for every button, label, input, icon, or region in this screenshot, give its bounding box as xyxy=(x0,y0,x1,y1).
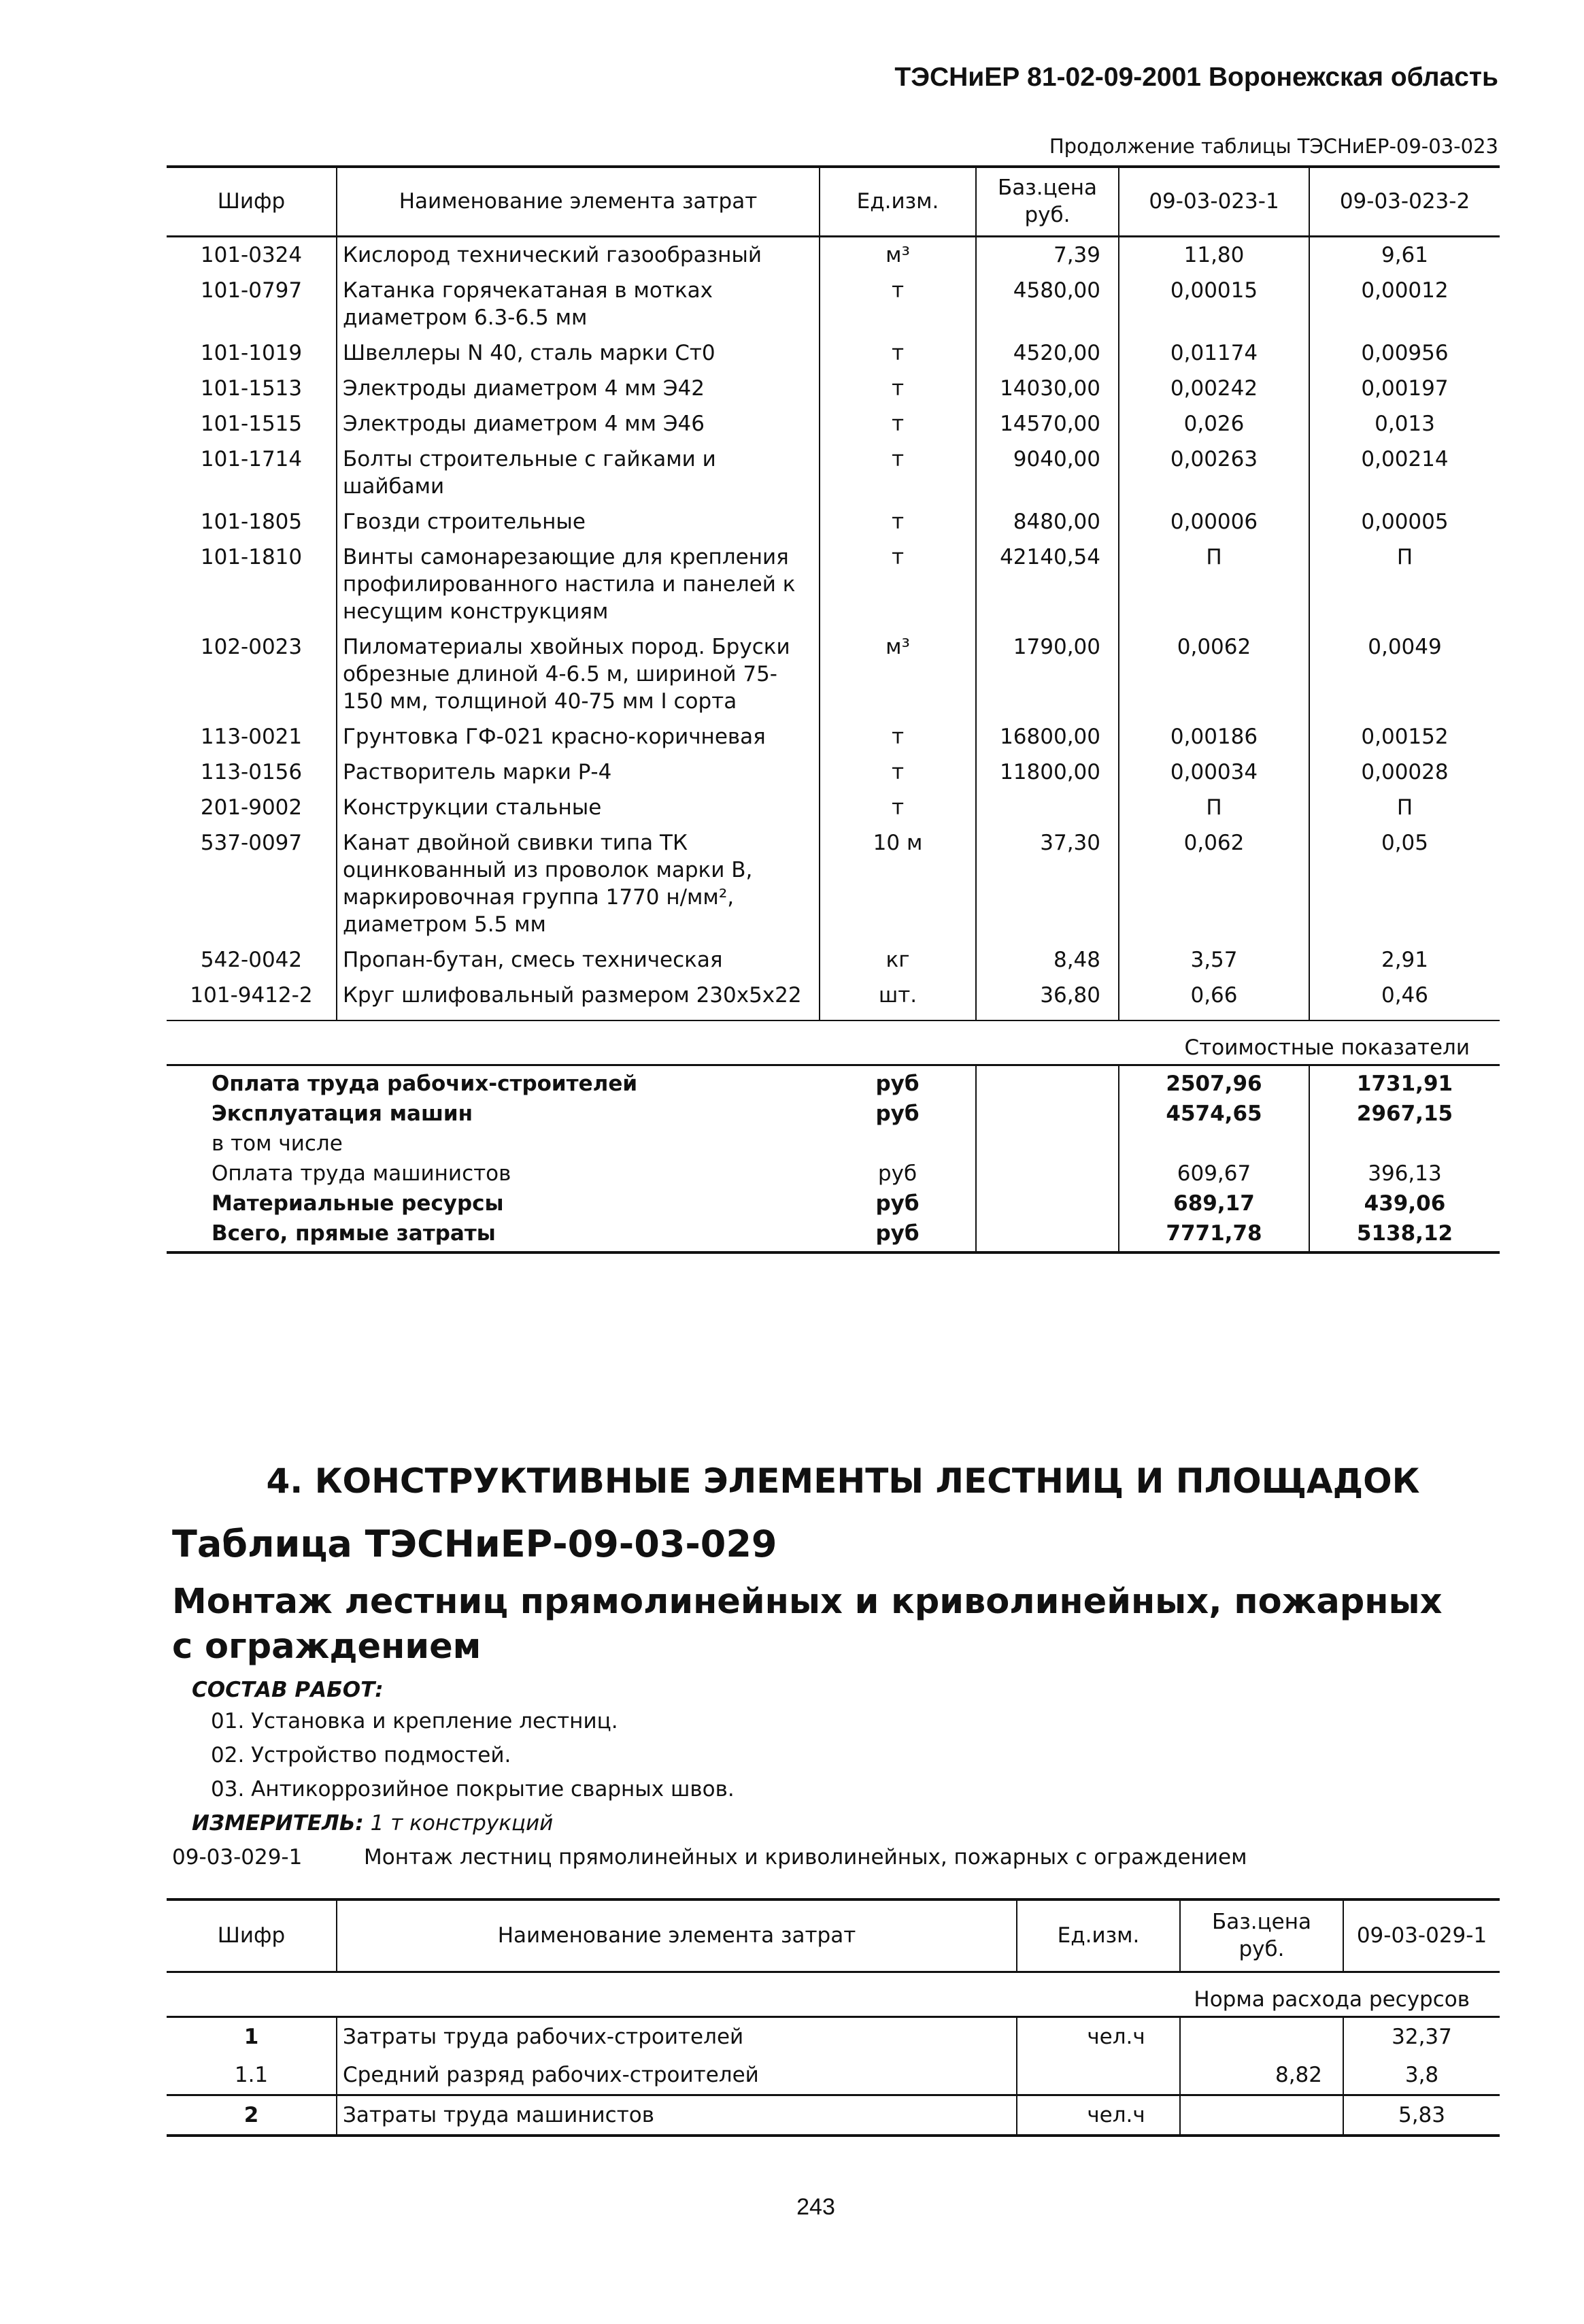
resource-code: 101-1019 xyxy=(200,340,303,365)
col-header-name: Наименование элемента затрат xyxy=(337,167,820,236)
works-composition-label: СОСТАВ РАБОТ: xyxy=(192,1678,384,1702)
norm-value-2: П xyxy=(1309,540,1500,629)
summary-value-1 xyxy=(1119,1129,1309,1159)
norm-value-2: П xyxy=(1309,790,1500,825)
summary-value-1: 2507,96 xyxy=(1119,1065,1309,1099)
col-header-unit: Ед.изм. xyxy=(1017,1899,1180,1972)
table-row xyxy=(167,2095,1500,2136)
resource-code: 113-0156 xyxy=(200,759,303,784)
resource-code: 2 xyxy=(167,2095,337,2136)
work-item: 02. Устройство подмостей. xyxy=(211,1743,511,1767)
table-row xyxy=(167,2056,1500,2095)
resource-name: Электроды диаметром 4 мм Э46 xyxy=(337,406,820,442)
norm-value-1: П xyxy=(1119,540,1309,629)
norm-value: 3,8 xyxy=(1343,2056,1500,2095)
summary-unit: руб xyxy=(875,1072,920,1096)
summary-unit xyxy=(820,1129,976,1159)
norm-value-1: 0,026 xyxy=(1119,406,1309,442)
table-row xyxy=(167,978,1500,1020)
norm-header: Норма расхода ресурсов xyxy=(167,1972,1500,2016)
table-continuation-caption: Продолжение таблицы ТЭСНиЕР-09-03-023 xyxy=(1049,135,1498,158)
resource-code: 101-1513 xyxy=(200,376,303,401)
measurer-label: ИЗМЕРИТЕЛЬ: xyxy=(192,1811,364,1836)
section-title: 4. КОНСТРУКТИВНЫЕ ЭЛЕМЕНТЫ ЛЕСТНИЦ И ПЛОЩАДОК xyxy=(266,1461,1420,1501)
resource-code: 101-0797 xyxy=(200,278,303,303)
summary-unit: руб xyxy=(875,1101,920,1126)
resource-price: 1790,00 xyxy=(976,629,1119,719)
resource-code: 201-9002 xyxy=(200,795,303,820)
col-header-unit: Ед.изм. xyxy=(820,167,976,236)
norm-value-2: 0,013 xyxy=(1309,406,1500,442)
resource-unit: т xyxy=(820,790,976,825)
cost-indicators-header-row xyxy=(167,1020,1500,1065)
resource-code: 537-0097 xyxy=(200,830,303,855)
table-row xyxy=(167,754,1500,790)
norm-value-2: 0,00152 xyxy=(1309,719,1500,754)
summary-value-1: 7771,78 xyxy=(1119,1218,1309,1252)
resource-name: Гвозди строительные xyxy=(337,504,820,540)
page-number: 243 xyxy=(796,2194,835,2220)
resource-name: Растворитель марки Р-4 xyxy=(337,754,820,790)
resource-unit: т xyxy=(820,406,976,442)
resource-name: Грунтовка ГФ-021 красно-коричневая xyxy=(337,719,820,754)
norm-value-1: 0,00186 xyxy=(1119,719,1309,754)
resource-unit: т xyxy=(820,754,976,790)
table-header-row xyxy=(167,1899,1500,1972)
norm-value-1: 0,00006 xyxy=(1119,504,1309,540)
table-row xyxy=(167,790,1500,825)
resource-unit: т xyxy=(820,335,976,371)
resource-price: 14570,00 xyxy=(976,406,1119,442)
norm-value-2: 0,00956 xyxy=(1309,335,1500,371)
resource-name: Затраты труда рабочих-строителей xyxy=(337,2016,1017,2056)
cost-indicators-header: Стоимостные показатели xyxy=(167,1020,1500,1065)
col-header-code: Шифр xyxy=(167,1899,337,1972)
resource-name: Пропан-бутан, смесь техническая xyxy=(337,942,820,978)
summary-value-1: 689,17 xyxy=(1119,1189,1309,1218)
resource-unit: т xyxy=(820,504,976,540)
norm-value-2: 0,00012 xyxy=(1309,273,1500,335)
resource-price xyxy=(1180,2095,1343,2136)
summary-row xyxy=(167,1189,1500,1218)
table-header-row xyxy=(167,167,1500,236)
summary-price-empty xyxy=(976,1129,1119,1159)
summary-row xyxy=(167,1099,1500,1129)
table-row xyxy=(167,406,1500,442)
resource-price: 4580,00 xyxy=(976,273,1119,335)
resource-table-09-03-029 xyxy=(167,1898,1500,2137)
resource-price: 37,30 xyxy=(976,825,1119,942)
resource-price xyxy=(976,790,1119,825)
resource-unit: т xyxy=(820,371,976,406)
summary-value-2: 5138,12 xyxy=(1356,1221,1453,1246)
resource-unit: м³ xyxy=(820,629,976,719)
norm-value-2: 0,46 xyxy=(1309,978,1500,1020)
norm-value-2: 0,00214 xyxy=(1309,442,1500,504)
norm-value-1: 0,00263 xyxy=(1119,442,1309,504)
table-row xyxy=(167,371,1500,406)
resource-name: Конструкции стальные xyxy=(337,790,820,825)
resource-name: Кислород технический газообразный xyxy=(337,236,820,273)
norm-value-1: П xyxy=(1119,790,1309,825)
table-row xyxy=(167,335,1500,371)
norm-value-1: 11,80 xyxy=(1119,236,1309,273)
resource-unit: м³ xyxy=(820,236,976,273)
resource-code: 1 xyxy=(243,2024,259,2049)
table-row xyxy=(167,540,1500,629)
norm-header-row xyxy=(167,1972,1500,2016)
resource-name: Круг шлифовальный размером 230x5x22 xyxy=(337,978,820,1020)
resource-table-09-03-023 xyxy=(167,165,1500,1254)
resource-unit: т xyxy=(820,540,976,629)
norm-value-2: 0,05 xyxy=(1309,825,1500,942)
resource-price: 8,48 xyxy=(976,942,1119,978)
norm-value: 32,37 xyxy=(1343,2016,1500,2056)
resource-price: 14030,00 xyxy=(976,371,1119,406)
summary-price-empty xyxy=(976,1065,1119,1099)
col-header-price: Баз.цена руб. xyxy=(1180,1899,1343,1972)
resource-code: 113-0021 xyxy=(200,724,303,749)
resource-code: 101-9412-2 xyxy=(190,982,313,1008)
summary-value-2: 396,13 xyxy=(1368,1161,1442,1186)
norm-value-2: 0,0049 xyxy=(1309,629,1500,719)
resource-price: 4520,00 xyxy=(976,335,1119,371)
norm-value-2: 0,00028 xyxy=(1309,754,1500,790)
measurer xyxy=(192,1811,553,1836)
table-row xyxy=(167,442,1500,504)
resource-code: 1.1 xyxy=(234,2062,269,2087)
resource-unit: шт. xyxy=(820,978,976,1020)
table-row xyxy=(167,504,1500,540)
resource-code: 101-1515 xyxy=(200,411,303,436)
summary-price-empty xyxy=(976,1099,1119,1129)
col-header-norm: 09-03-029-1 xyxy=(1343,1899,1500,1972)
summary-row xyxy=(167,1218,1500,1252)
norm-value-1: 0,062 xyxy=(1119,825,1309,942)
norm-value-2: 9,61 xyxy=(1309,236,1500,273)
resource-price: 11800,00 xyxy=(976,754,1119,790)
work-item: 03. Антикоррозийное покрытие сварных швов. xyxy=(211,1777,735,1802)
resource-name: Средний разряд рабочих-строителей xyxy=(337,2056,1017,2095)
summary-row xyxy=(167,1159,1500,1189)
work-item: 01. Установка и крепление лестниц. xyxy=(211,1709,618,1733)
summary-name: Материальные ресурсы xyxy=(212,1191,504,1216)
norm-value-1: 0,01174 xyxy=(1119,335,1309,371)
col-header-name: Наименование элемента затрат xyxy=(337,1899,1017,1972)
resource-price: 7,39 xyxy=(976,236,1119,273)
norm-value-2: 0,00197 xyxy=(1309,371,1500,406)
col-header-norm-1: 09-03-023-1 xyxy=(1119,167,1309,236)
resource-name: Винты самонарезающие для крепления профилированного настила и панелей к несущим конструкциям xyxy=(337,540,820,629)
resource-price: 8,82 xyxy=(1180,2056,1343,2095)
resource-name: Затраты труда машинистов xyxy=(337,2095,1017,2136)
norm-code: 09-03-029-1 xyxy=(172,1845,303,1870)
summary-unit: руб xyxy=(875,1191,920,1216)
summary-value-1: 4574,65 xyxy=(1119,1099,1309,1129)
summary-row xyxy=(167,1065,1500,1099)
table-row xyxy=(167,719,1500,754)
resource-unit: т xyxy=(820,273,976,335)
norm-value-2: 2,91 xyxy=(1309,942,1500,978)
summary-row xyxy=(167,1129,1500,1159)
table-row xyxy=(167,273,1500,335)
resource-name: Канат двойной свивки типа ТК оцинкованный из проволок марки В, маркировочная группа 1770 н/мм², диаметром 5.5 мм xyxy=(337,825,820,942)
resource-code: 102-0023 xyxy=(200,634,303,659)
resource-unit xyxy=(1017,2056,1180,2095)
summary-value-2: 439,06 xyxy=(1364,1191,1446,1216)
table-row xyxy=(167,236,1500,273)
norm-name: Монтаж лестниц прямолинейных и криволинейных, пожарных с ограждением xyxy=(364,1845,1247,1870)
summary-name: в том числе xyxy=(212,1131,343,1156)
norm-value-1: 0,00015 xyxy=(1119,273,1309,335)
resource-price xyxy=(1180,2016,1343,2056)
norm-value-1: 0,00242 xyxy=(1119,371,1309,406)
norm-value-1: 0,66 xyxy=(1119,978,1309,1020)
resource-name: Электроды диаметром 4 мм Э42 xyxy=(337,371,820,406)
work-title: Монтаж лестниц прямолинейных и криволинейных, пожарных с ограждением xyxy=(172,1582,1443,1667)
summary-value-2: 1731,91 xyxy=(1356,1072,1453,1096)
resource-code: 101-1714 xyxy=(200,446,303,471)
table-row xyxy=(167,942,1500,978)
summary-unit: руб xyxy=(877,1161,917,1186)
resource-name: Швеллеры N 40, сталь марки Ст0 xyxy=(337,335,820,371)
summary-price-empty xyxy=(976,1218,1119,1252)
norm-value: 5,83 xyxy=(1343,2095,1500,2136)
resource-unit: 10 м xyxy=(820,825,976,942)
resource-price: 36,80 xyxy=(976,978,1119,1020)
resource-unit: т xyxy=(820,719,976,754)
resource-name: Пиломатериалы хвойных пород. Бруски обрезные длиной 4-6.5 м, шириной 75-150 мм, толщиной 40-75 мм I сорта xyxy=(337,629,820,719)
summary-name: Оплата труда машинистов xyxy=(212,1161,511,1186)
measurer-value: 1 т конструкций xyxy=(370,1811,554,1836)
summary-price-empty xyxy=(976,1159,1119,1189)
resource-code: 101-1810 xyxy=(200,544,303,569)
resource-price: 16800,00 xyxy=(976,719,1119,754)
resource-name: Катанка горячекатаная в мотках диаметром 6.3-6.5 мм xyxy=(337,273,820,335)
norm-value-1: 3,57 xyxy=(1119,942,1309,978)
summary-name: Оплата труда рабочих-строителей xyxy=(212,1072,638,1096)
resource-unit: кг xyxy=(820,942,976,978)
table-title: Таблица ТЭСНиЕР-09-03-029 xyxy=(172,1523,777,1565)
col-header-price: Баз.цена руб. xyxy=(976,167,1119,236)
summary-value-2: 2967,15 xyxy=(1356,1101,1453,1126)
resource-code: 542-0042 xyxy=(200,947,303,972)
summary-name: Всего, прямые затраты xyxy=(212,1221,496,1246)
resource-unit: чел.ч xyxy=(1017,2016,1180,2056)
resource-code: 101-1805 xyxy=(200,509,303,534)
summary-price-empty xyxy=(976,1189,1119,1218)
table-row xyxy=(167,825,1500,942)
resource-price: 9040,00 xyxy=(976,442,1119,504)
summary-value-2 xyxy=(1309,1129,1500,1159)
resource-price: 8480,00 xyxy=(976,504,1119,540)
resource-name: Болты строительные с гайками и шайбами xyxy=(337,442,820,504)
running-header: ТЭСНиЕР 81-02-09-2001 Воронежская область xyxy=(894,63,1498,92)
table-row xyxy=(167,2016,1500,2056)
resource-unit: т xyxy=(820,442,976,504)
summary-unit: руб xyxy=(875,1221,920,1246)
norm-value-1: 0,00034 xyxy=(1119,754,1309,790)
resource-unit: чел.ч xyxy=(1017,2095,1180,2136)
summary-name: Эксплуатация машин xyxy=(212,1101,473,1126)
resource-price: 42140,54 xyxy=(976,540,1119,629)
summary-value-1: 609,67 xyxy=(1119,1159,1309,1189)
col-header-code: Шифр xyxy=(167,167,337,236)
norm-value-2: 0,00005 xyxy=(1309,504,1500,540)
norm-value-1: 0,0062 xyxy=(1119,629,1309,719)
table-row xyxy=(167,629,1500,719)
resource-code: 101-0324 xyxy=(200,242,303,267)
col-header-norm-2: 09-03-023-2 xyxy=(1309,167,1500,236)
